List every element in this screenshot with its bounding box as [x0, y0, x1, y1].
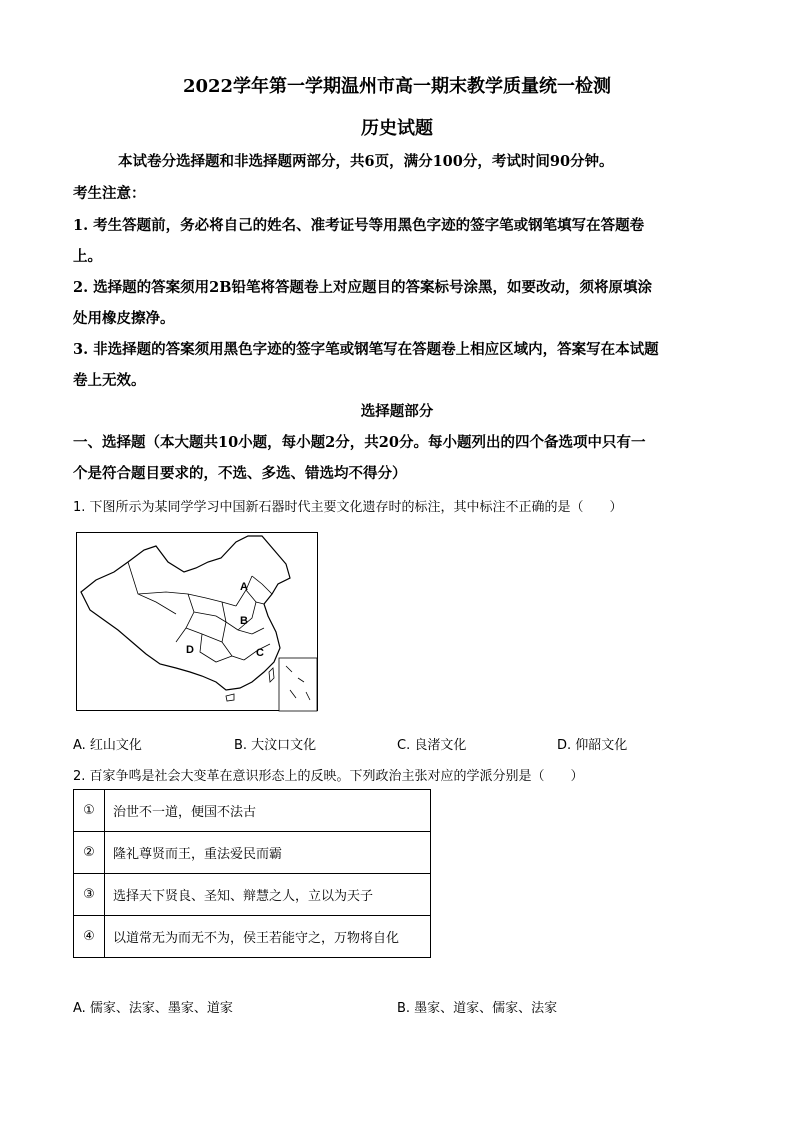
- question-2-stem: 2. 百家争鸣是社会大变革在意识形态上的反映。下列政治主张对应的学派分别是（ ）: [73, 769, 584, 784]
- table-row: [74, 874, 431, 916]
- question-2-table: [73, 789, 431, 958]
- row-text: 治世不一道，便国不法古: [105, 790, 431, 832]
- notes-heading: 考生注意：: [73, 185, 146, 202]
- page-subtitle: 历史试题: [361, 118, 433, 139]
- question-2-option-a[interactable]: A. 儒家、法家、墨家、道家: [73, 1001, 233, 1016]
- table-row: [74, 790, 431, 832]
- row-number: ④: [74, 916, 105, 958]
- map-label-d: D: [186, 644, 194, 656]
- note-1-line-1: 1. 考生答题前，务必将自己的姓名、准考证号等用黑色字迹的签字笔或钢笔填写在答题卷: [73, 217, 645, 234]
- page-title: 2022学年第一学期温州市高一期末教学质量统一检测: [182, 76, 612, 97]
- intro-text: 本试卷分选择题和非选择题两部分，共6页，满分100分，考试时间90分钟。: [118, 153, 614, 170]
- section-title: 选择题部分: [360, 403, 434, 420]
- question-1-option-b[interactable]: B. 大汶口文化: [234, 738, 317, 753]
- question-1-option-d[interactable]: D. 仰韶文化: [557, 738, 628, 753]
- table-row: [74, 916, 431, 958]
- note-3-line-2: 卷上无效。: [73, 372, 146, 389]
- question-1-option-c[interactable]: C. 良渚文化: [397, 738, 467, 753]
- map-label-c: C: [256, 647, 264, 659]
- note-2-line-2: 处用橡皮擦净。: [73, 310, 175, 327]
- south-sea-inset: [279, 658, 317, 711]
- note-2-line-1: 2. 选择题的答案须用2B铅笔将答题卷上对应题目的答案标号涂黑，如要改动，须将原填涂: [73, 279, 653, 296]
- row-text: 以道常无为而无不为，侯王若能守之，万物将自化: [105, 916, 431, 958]
- table-row: [74, 832, 431, 874]
- china-map-figure: [76, 532, 318, 712]
- note-3-line-1: 3. 非选择题的答案须用黑色字迹的签字笔或钢笔写在答题卷上相应区域内，答案写在本试题: [73, 341, 659, 358]
- row-number: ③: [74, 874, 105, 916]
- section-instructions-line-1: 一、选择题（本大题共10小题，每小题2分，共20分。每小题列出的四个备选项中只有一: [73, 434, 646, 451]
- map-label-a: A: [240, 581, 248, 593]
- question-1-option-a[interactable]: A. 红山文化: [73, 738, 142, 753]
- note-1-line-2: 上。: [73, 248, 102, 265]
- row-text: 隆礼尊贤而王，重法爱民而霸: [105, 832, 431, 874]
- section-instructions-line-2: 个是符合题目要求的，不选、多选、错选均不得分）: [73, 465, 407, 482]
- row-number: ①: [74, 790, 105, 832]
- map-label-b: B: [240, 615, 248, 627]
- row-number: ②: [74, 832, 105, 874]
- question-1-stem: 1. 下图所示为某同学学习中国新石器时代主要文化遗存时的标注，其中标注不正确的是（ ）: [73, 500, 623, 515]
- row-text: 选择天下贤良、圣知、辩慧之人，立以为天子: [105, 874, 431, 916]
- question-2-option-b[interactable]: B. 墨家、道家、儒家、法家: [397, 1001, 558, 1016]
